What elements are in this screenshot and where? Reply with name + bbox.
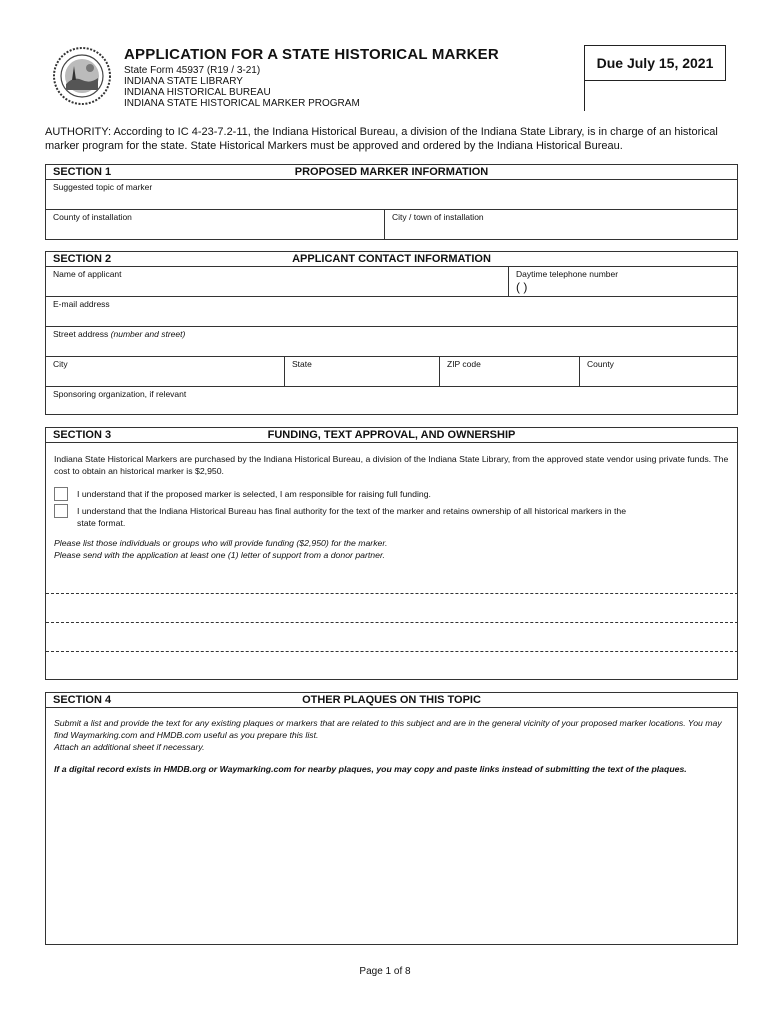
section-1-header bbox=[46, 165, 737, 180]
applicant-name-field[interactable] bbox=[46, 267, 508, 296]
city-installation-field[interactable] bbox=[384, 210, 737, 240]
applicant-name-label: Name of applicant bbox=[53, 269, 122, 279]
header-divider bbox=[584, 80, 585, 111]
section-4-number: SECTION 4 bbox=[53, 694, 112, 706]
agency-line-2: INDIANA HISTORICAL BUREAU bbox=[124, 87, 271, 98]
section-3-header bbox=[46, 428, 737, 443]
section-4-header bbox=[46, 693, 737, 708]
marker-topic-field[interactable] bbox=[46, 180, 737, 210]
funding-line-2[interactable] bbox=[46, 622, 738, 623]
city-label: City bbox=[53, 359, 68, 369]
marker-topic-label: Suggested topic of marker bbox=[53, 182, 153, 192]
funding-line-1[interactable] bbox=[46, 593, 738, 594]
plaques-text-area[interactable] bbox=[46, 793, 737, 944]
phone-field[interactable] bbox=[508, 267, 737, 296]
city-installation-label: City / town of installation bbox=[392, 212, 484, 222]
state-field[interactable] bbox=[284, 357, 439, 386]
street-address-label: Street address (number and street) bbox=[53, 329, 186, 339]
zip-field[interactable] bbox=[439, 357, 579, 386]
funding-line-3[interactable] bbox=[46, 651, 738, 652]
section-2 bbox=[45, 251, 738, 415]
section-1 bbox=[45, 164, 738, 240]
page-number: Page 1 of 8 bbox=[359, 966, 411, 977]
funding-checkbox-label: I understand that if the proposed marker is selected, I am responsible for raising full funding. bbox=[77, 489, 431, 499]
funding-instruction: Please list those individuals or groups who will provide funding ($2,950) for the marker. bbox=[54, 538, 388, 548]
email-label: E-mail address bbox=[53, 299, 110, 309]
county-installation-label: County of installation bbox=[53, 212, 132, 222]
authority-checkbox[interactable] bbox=[54, 504, 68, 518]
attach-sheet-instruction: Attach an additional sheet if necessary. bbox=[54, 742, 205, 752]
section-1-title: PROPOSED MARKER INFORMATION bbox=[294, 166, 489, 178]
phone-label: Daytime telephone number bbox=[516, 269, 619, 279]
authority-checkbox-label: I understand that the Indiana Historical Bureau has final authority for the text of the marker and retains ownership of all historical markers in the state format. bbox=[77, 506, 627, 528]
email-field[interactable] bbox=[46, 297, 737, 327]
due-date-box: Due July 15, 2021 bbox=[584, 45, 726, 81]
form-number: State Form 45937 (R19 / 3-21) bbox=[124, 65, 261, 76]
authority-statement: AUTHORITY: According to IC 4-23-7.2-11, the Indiana Historical Bureau, a division of the Indiana State Library, is in charge of an historical marker program for the state. State Historical Markers must be approved and ordered by the Indiana Historical Bureau. bbox=[45, 126, 718, 152]
county-installation-field[interactable] bbox=[46, 210, 384, 240]
county-label: County bbox=[587, 359, 614, 369]
state-label: State bbox=[292, 359, 312, 369]
sponsor-field[interactable] bbox=[46, 387, 737, 415]
support-letter-instruction: Please send with the application at least one (1) letter of support from a donor partner. bbox=[54, 550, 385, 560]
section-3-title: FUNDING, TEXT APPROVAL, AND OWNERSHIP bbox=[267, 429, 516, 441]
section-3 bbox=[45, 427, 738, 680]
section-2-header bbox=[46, 252, 737, 267]
zip-label: ZIP code bbox=[447, 359, 481, 369]
section-4-title: OTHER PLAQUES ON THIS TOPIC bbox=[302, 694, 481, 706]
county-field[interactable] bbox=[579, 357, 737, 386]
section-2-number: SECTION 2 bbox=[53, 253, 112, 265]
digital-record-note: If a digital record exists in HMDB.org or Waymarking.com for nearby plaques, you may copy and paste links instead of submitting the text of the plaques. bbox=[54, 764, 687, 774]
funding-intro: Indiana State Historical Markers are purchased by the Indiana Historical Bureau, a division of the Indiana State Library, from the approved state vendor using private funds. The cost to obtain an historical marker is $2,950. bbox=[54, 454, 729, 476]
city-field[interactable] bbox=[46, 357, 284, 386]
phone-area-code: ( ) bbox=[516, 280, 528, 294]
agency-line-3: INDIANA STATE HISTORICAL MARKER PROGRAM bbox=[124, 98, 360, 109]
plaques-instruction: Submit a list and provide the text for any existing plaques or markers that are related to this subject and are in the general vicinity of your proposed marker locations. You may find Waymarking.com and HMDB.com useful as you prepare this list. bbox=[54, 718, 722, 740]
sponsor-label: Sponsoring organization, if relevant bbox=[53, 389, 187, 399]
street-address-field[interactable] bbox=[46, 327, 737, 357]
form-title: APPLICATION FOR A STATE HISTORICAL MARKER bbox=[124, 46, 499, 63]
section-1-number: SECTION 1 bbox=[53, 166, 112, 178]
agency-line-1: INDIANA STATE LIBRARY bbox=[124, 76, 243, 87]
state-seal-icon bbox=[52, 46, 112, 106]
section-4 bbox=[45, 692, 738, 945]
section-3-number: SECTION 3 bbox=[53, 429, 112, 441]
section-2-title: APPLICANT CONTACT INFORMATION bbox=[292, 253, 491, 265]
funding-checkbox[interactable] bbox=[54, 487, 68, 501]
